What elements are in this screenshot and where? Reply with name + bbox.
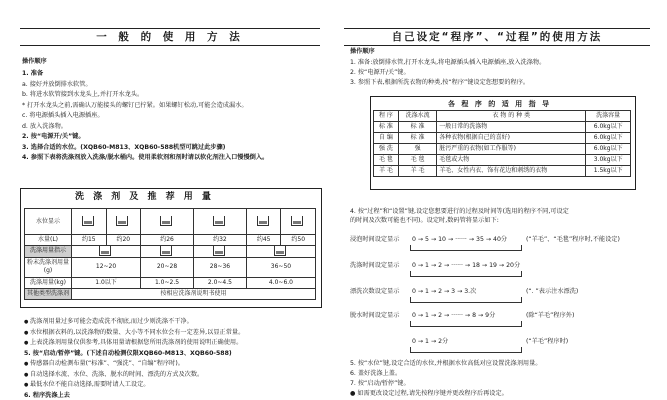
note-line: 6. 程序洗涤上去 [24,391,70,399]
setting-sequence: 0 → 1 → 2 → 3 → 3.次 [412,288,477,295]
instruction-line: 的时间及次数可能也不同)。设定时,数码管将显示如下: [350,217,499,224]
program-cell: 毛 毯 [398,155,436,166]
row-header-dosage-indicator: 洗涤用量指示 [25,246,72,258]
program-cell: 6.0kg以下 [586,133,631,144]
cycle-arrow-line [410,321,522,327]
instruction-line: 1. 准备 [22,70,44,77]
instruction-line: 6. 盖好洗涤上盖。 [350,370,402,377]
instruction-line: 5. 按“水位”键,设定合适的水位,并根据水位高低对应设置洗涤剂用量。 [350,360,542,367]
program-cell: 3.0kg以下 [586,155,631,166]
program-cell: 6.0kg以下 [586,122,631,133]
instruction-line: a. 接好并放倒排水软管。 [22,80,92,88]
program-cell: 毛 毯 [374,155,399,166]
instruction-line: 4. 按“过程”和“设置”键,设定您想要进行的过程及时间等(选用的程序不同,可设定 [350,208,569,215]
program-cell: 1.5kg以下 [586,166,631,177]
water-volume-cell: 约20 [106,235,141,246]
dosage-icon [160,246,172,256]
detergent-table-title: 洗 涤 剂 及 推 荐 用 量 [75,192,214,202]
program-row [374,144,631,155]
row-header-powder: 粉末洗涤剂用量(g) [25,257,72,277]
right-section-heading: 操作顺序 [350,48,375,55]
dosage-icon [213,246,225,256]
program-cell: 6.0kg以下 [586,144,631,155]
program-cell: 羊毛、女性内衣、饰有花边和刺绣的衣物 [437,166,586,177]
load-cell: 1.0以下 [72,277,141,288]
program-cell: 毛毯或大物 [437,155,586,166]
cycle-arrow-line [410,347,522,353]
detergent-table [24,208,316,300]
note-line: ● 自动选择水流、水位、洗涤、脱水的时间、漂洗的方式及次数。 [24,371,203,379]
dosage-icon [99,246,111,256]
load-cell: 2.0~4.5 [193,277,246,288]
row-header-water-volume: 水量(L) [25,235,72,246]
program-header: 衣 物 的 种 类 [437,111,586,122]
left-page [0,0,333,400]
powder-cell: 20~28 [141,257,194,277]
program-cell: 标 准 [398,122,436,133]
instruction-line: ● 如需更改设定过程,请先按程序键并更改程序后再设定。 [350,390,508,397]
note-line: ● 传感器自动检测布量(“标准”、“强洗”、“自编”程序时)。 [24,360,184,368]
setting-sequence: 0 → 1 → 2 → ······ → 8 → 9分 [412,312,496,319]
note-line: 5. 按“启动/暂停”键。(下述自动检测仪限XQB60-M813、XQB60-588) [24,349,232,357]
water-level-icon [82,216,94,226]
cycle-arrow-line [410,271,522,277]
program-cell: 标 准 [374,122,399,133]
program-table [373,110,631,177]
water-level-icon [291,216,303,226]
setting-sequence: 0 → 5 → 10 → ······ → 35 → 40分 [412,236,508,243]
instruction-line: b. 将进水软管接到水龙头上,并打开水龙头。 [22,91,144,98]
setting-sequence: 0 → 1 → 2分 [412,338,449,345]
instruction-line: c. 将电源插头插入电源插座。 [22,112,104,119]
setting-note: (除“羊毛”程序外) [526,312,575,319]
instruction-line: 2. 按“电源开/关”键。 [350,69,410,76]
instruction-line: d. 放入洗涤物。 [22,122,67,130]
powder-cell: 36~50 [246,257,315,277]
row-header-water-level: 水位显示 [25,209,72,235]
row-header-load: 洗涤用量(kg) [25,277,72,288]
cycle-arrow-line [410,297,522,303]
program-header: 程 序 [374,111,399,122]
setting-label: 漂洗次数设定显示 [350,288,400,295]
water-volume-cell: 约32 [193,235,246,246]
water-volume-cell: 约15 [72,235,107,246]
program-cell: 强 [398,144,436,155]
program-cell: 标 准 [398,133,436,144]
setting-label: 洗涤时间设定显示 [350,262,400,269]
program-row [374,166,631,177]
program-cell: 一般日常的洗涤物 [437,122,586,133]
program-header: 洗涤水流 [398,111,436,122]
water-level-icon [213,216,225,226]
water-volume-cell: 约45 [246,235,281,246]
instruction-line: 2. 按“电源开/关”键。 [22,133,85,140]
note-line: ● 最低水位不能自动选择,需要时请人工设定。 [24,381,149,389]
instruction-line: 3. 参照下表,根据所洗衣物的种类,按“程序”键设定您想要的程序。 [350,79,530,86]
other-detergent-cell: 按相应洗涤剂说明书使用 [72,288,316,299]
water-volume-cell: 约50 [281,235,316,246]
instruction-line: 1. 准备:放倒排水管,打开水龙头,将电源插头插入电源插座,放入洗涤物。 [350,59,546,66]
right-page [336,0,667,400]
instruction-line: 3. 选择合适的水位。(XQB60-M813、XQB60-588机型可跳过此步骤) [22,143,226,151]
program-row [374,133,631,144]
water-volume-cell: 约26 [141,235,194,246]
instruction-line: 7. 按“启动/暂停”键。 [350,380,410,387]
note-line: ● 上表洗涤剂用量仅供参考,具体用量请根据您所用洗涤剂的使用说明正确使用。 [24,339,242,347]
note-line: ● 洗涤剂用量过多可能会造成洗不彻底,而过少则洗涤不干净。 [24,318,193,326]
program-cell: 脏污严重的衣物(如工作服等) [437,144,586,155]
setting-label: 脱水时间设定显示 [350,312,400,319]
water-level-icon [116,216,128,226]
setting-note: (“羊毛”程序时) [526,338,569,345]
note-line: ● 水位根据衣料的,以洗涤物的数量、大小等不同水位会有一定差异,以显正常量。 [24,329,244,337]
water-level-icon [160,216,172,226]
program-cell: 羊 毛 [374,166,399,177]
setting-note: (“羊毛”、“毛毯”程序时,不能设定) [526,236,620,243]
program-cell: 各种衣物(根据自己的喜好) [437,133,586,144]
program-header: 洗涤容量 [586,111,631,122]
setting-label: 浸泡时间设定显示 [350,236,400,243]
load-cell: 1.0~2.5 [141,277,194,288]
program-cell: 羊 毛 [398,166,436,177]
setting-note: (“. ”表示注水漂洗) [526,288,579,295]
powder-cell: 28~36 [193,257,246,277]
left-section-heading: 操作顺序 [22,58,47,65]
left-page-title: 一 般 的 使 用 方 法 [20,28,320,46]
load-cell: 4.0~6.0 [246,277,315,288]
cycle-arrow-line [410,245,522,251]
program-table-title: 各 程 序 的 适 用 指 导 [448,100,552,108]
water-level-icon [257,216,269,226]
program-cell: 强 洗 [374,144,399,155]
program-row [374,155,631,166]
instruction-line: 4. 参照下表将洗涤剂放入洗涤/脱水桶内。使用柔软剂和剂时请以软化剂注入口慢慢倒入。 [22,154,269,161]
program-cell: 自 编 [374,133,399,144]
setting-sequence: 0 → 1 → 2 → ······ → 18 → 19 → 20分 [412,262,521,269]
instruction-line: * 打开水龙头之前,需确认万能接头的螺钉已拧紧。如果螺钉松动,可能会造成漏水。 [22,101,248,109]
right-page-title: 自己设定“程序”、“过程”的使用方法 [344,28,650,46]
powder-cell: 12~20 [72,257,141,277]
dosage-icon [274,246,286,256]
row-header-other-detergent: 其他类型洗涤剂 [25,288,72,299]
program-row [374,122,631,133]
